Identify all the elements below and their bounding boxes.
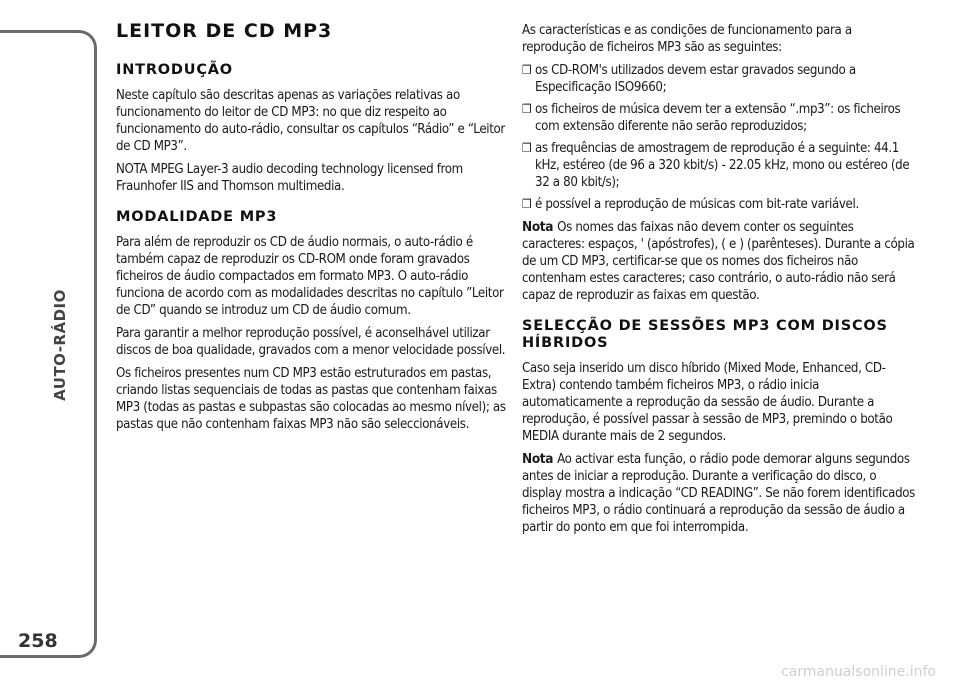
note-2 — [522, 451, 917, 536]
intro-paragraph-1: Neste capítulo são descritas apenas as variações relativas ao funcionamento do leitor de CD MP3: no que diz respeito ao funcionamento do auto-rádio, consultar os capítulos “Rádio” e “Leitor de CD MP3”. — [116, 88, 505, 154]
mode-paragraph-1: Para além de reproduzir os CD de áudio normais, o auto-rádio é também capaz de reproduzir os CD-ROM onde foram gravados ficheiros de áudio compactados em formato MP3. O auto-rádio funciona de acordo com as modalidades descritas no capítulo ”Leitor de CD” quando se introduz um CD de áudio comum. — [116, 235, 504, 318]
intro-paragraph-2: NOTA MPEG Layer-3 audio decoding technology licensed from Fraunhofer IIS and Thomson multimedia. — [116, 162, 463, 194]
list-item — [522, 196, 917, 213]
right-column — [522, 22, 917, 542]
left-column — [116, 20, 506, 439]
checkbox-bullet-icon: ❒ — [522, 102, 532, 116]
note-label: Nota — [522, 451, 554, 467]
hybrid-heading: SELECÇÃO DE SESSÕES MP3 COM DISCOS HÍBRIDOS — [522, 318, 888, 351]
features-intro: As características e as condições de funcionamento para a reprodução de ficheiros MP3 são as seguintes: — [522, 23, 852, 55]
list-item-text: os ficheiros de música devem ter a extensão “.mp3”: os ficheiros com extensão diferente não serão reproduzidos; — [535, 102, 901, 134]
list-item-text: os CD-ROM's utilizados devem estar gravados segundo a Especificação ISO9660; — [535, 63, 856, 95]
features-list — [522, 62, 917, 213]
mode-paragraph-3: Os ficheiros presentes num CD MP3 estão estruturados em pastas, criando listas sequenciais de todas as pastas que contenham faixas MP3 (todas as pastas e subpastas são colocadas ao mesmo nível); as pastas que não contenham faixas MP3 não são seleccionáveis. — [116, 366, 506, 432]
section-label: AUTO-RÁDIO — [51, 289, 69, 401]
checkbox-bullet-icon: ❒ — [522, 63, 532, 77]
list-item — [522, 101, 917, 135]
side-tab — [0, 30, 97, 658]
page-title: LEITOR DE CD MP3 — [116, 20, 333, 42]
note-text: Os nomes das faixas não devem conter os seguintes caracteres: espaços, ' (apóstrofes), ( e ) (parênteses). Durante a cópia de um CD MP3, certificar-se que os nomes dos ficheiros não contenham estes caracteres; caso contrário, o auto-rádio não será capaz de reproduzir as faixas em questão. — [522, 220, 915, 303]
watermark: carmanualsonline.info — [781, 664, 936, 680]
list-item — [522, 62, 917, 96]
page-number: 258 — [18, 630, 58, 652]
list-item — [522, 140, 917, 191]
checkbox-bullet-icon: ❒ — [522, 141, 532, 155]
list-item-text: as frequências de amostragem de reprodução é a seguinte: 44.1 kHz, estéreo (de 96 a 320 kbit/s) - 22.05 kHz, mono ou estéreo (de 32 a 80 kbit/s); — [535, 141, 910, 190]
hybrid-paragraph: Caso seja inserido um disco híbrido (Mixed Mode, Enhanced, CD-Extra) contendo também ficheiros MP3, o rádio inicia automaticamente a reprodução da sessão de áudio. Durante a reprodução, é possível passar à sessão de MP3, premindo o botão MEDIA durante mais de 2 segundos. — [522, 361, 893, 444]
mode-heading: MODALIDADE MP3 — [116, 209, 278, 225]
checkbox-bullet-icon: ❒ — [522, 197, 532, 211]
intro-heading: INTRODUÇÃO — [116, 62, 233, 78]
mode-paragraph-2: Para garantir a melhor reprodução possível, é aconselhável utilizar discos de boa qualidade, gravados com a menor velocidade possível. — [116, 326, 506, 358]
list-item-text: é possível a reprodução de músicas com bit-rate variável. — [535, 197, 859, 212]
note-text: Ao activar esta função, o rádio pode demorar alguns segundos antes de iniciar a reprodução. Durante a verificação do disco, o display mostra a indicação “CD READING”. Se não forem identificados ficheiros MP3, o rádio continuará a reprodução da sessão de áudio a partir do ponto em que foi interrompida. — [522, 452, 915, 535]
note-label: Nota — [522, 219, 554, 235]
note-1 — [522, 219, 917, 304]
